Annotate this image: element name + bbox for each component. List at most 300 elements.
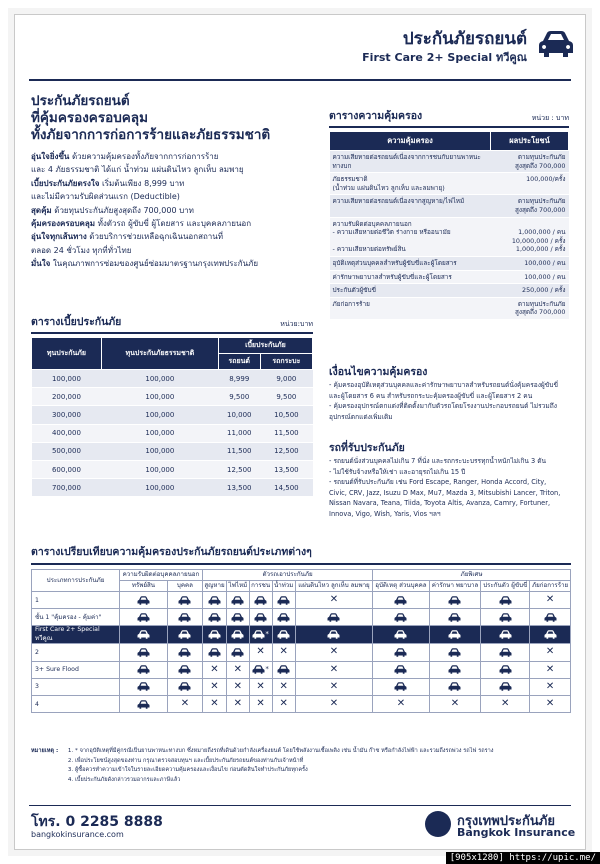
car-icon [231, 649, 244, 656]
table-cell [272, 626, 295, 644]
table-cell [481, 678, 530, 695]
comparison-col-header: ภัยก่อการร้าย [530, 581, 571, 592]
table-cell [202, 644, 226, 661]
table-cell [167, 678, 202, 695]
table-cell [120, 695, 168, 712]
cross-icon: ✕ [279, 680, 288, 692]
table-cell [167, 695, 202, 712]
car-icon [178, 597, 191, 604]
table-cell [227, 661, 250, 678]
table-cell [227, 644, 250, 661]
car-line: - ไม่ใช้รับจ้างหรือให้เช่า และอายุรถไม่เกิน 15 ปี [329, 467, 466, 476]
table-cell [373, 592, 430, 609]
comparison-row-name: 3 [32, 678, 120, 695]
coverage-value: 100,000 / คน [491, 270, 569, 284]
intro-bullet-text: และ 4 ภัยธรรมชาติ ได้แก่ น้ำท่วม แผ่นดินไหว ลูกเห็บ ลมพายุ [31, 165, 244, 175]
table-cell: 11,500 [260, 424, 312, 442]
car-line: Civic, CRV, Jazz, Isuzu D Max, Mu7, Mazda 3, Mitsubishi Lancer, Triton, [329, 488, 561, 497]
table-cell [429, 592, 481, 609]
table-cell: 100,000 [101, 388, 218, 406]
table-cell: 100,000 [101, 479, 218, 497]
coverage-title: ตารางความคุ้มครอง [329, 110, 423, 122]
comparison-col-header: ประเภทการประกันภัย [32, 570, 120, 592]
table-cell [295, 678, 372, 695]
premium-col-header: รถกระบะ [260, 354, 312, 370]
comparison-col-header: น้ำท่วม [272, 581, 295, 592]
premium-col-header: ทุนประกันภัยธรรมชาติ [101, 338, 218, 370]
comparison-col-header: ค่ารักษา พยาบาล [429, 581, 481, 592]
intro-bullet-text: ด้วยความคุ้มครองทั้งภัยจากการก่อการร้าย [69, 152, 219, 161]
table-cell: 100,000 [101, 442, 218, 460]
car-icon [254, 614, 267, 621]
table-cell: 8,999 [218, 370, 260, 388]
table-cell: 300,000 [32, 406, 102, 424]
car-icon [208, 649, 221, 656]
car-icon [499, 632, 512, 639]
intro-bullet-text: ตลอด 24 ชั่วโมง ทุกที่ทั่วไทย [31, 245, 132, 255]
intro-bullet [31, 150, 321, 163]
table-cell [202, 592, 226, 609]
car-icon [137, 684, 150, 691]
table-cell [530, 661, 571, 678]
car-icon [137, 632, 150, 639]
intro-bullet-text: ทั้งตัวรถ ผู้ขับขี่ ผู้โดยสาร และบุคคลภายนอก [95, 219, 252, 229]
cross-icon: ✕ [329, 680, 339, 692]
car-icon [499, 597, 512, 604]
table-cell: 12,500 [218, 460, 260, 478]
table-cell [295, 626, 372, 644]
table-cell [249, 695, 272, 712]
footer [15, 801, 585, 849]
car-icon [499, 667, 512, 674]
condition-line: อุปกรณ์ตกแต่งเพิ่มเติม [329, 412, 393, 421]
premium-table [31, 337, 313, 497]
table-row [32, 388, 313, 406]
table-cell [481, 644, 530, 661]
car-icon [231, 597, 244, 604]
comparison-col-header: บุคคล [167, 581, 202, 592]
table-cell [295, 609, 372, 626]
cross-icon: ✕ [501, 698, 510, 710]
document-page [14, 14, 586, 850]
table-cell [167, 644, 202, 661]
car-icon [499, 684, 512, 691]
comparison-row-name: 1 [32, 592, 120, 609]
table-cell [530, 626, 571, 644]
table-cell: 100,000 [32, 370, 102, 388]
cross-icon: ✕ [396, 698, 406, 710]
table-cell [227, 609, 250, 626]
car-icon [137, 667, 150, 674]
coverage-value: 1,000,000 / คน 10,000,000 / ครั้ง 1,000,000 / ครั้ง [491, 217, 569, 256]
table-cell [272, 609, 295, 626]
table-cell [249, 609, 272, 626]
car-icon [448, 684, 461, 691]
cross-icon: ✕ [545, 680, 555, 692]
table-cell [429, 695, 481, 712]
table-cell [373, 644, 430, 661]
comparison-col-header: แผ่นดินไหว ลูกเห็บ ลมพายุ [295, 581, 372, 592]
intro-bullet-bold: เบี้ยประกันภัยตรงใจ [31, 178, 100, 188]
premium-col-header: เบี้ยประกันภัย [218, 338, 312, 354]
comparison-group-header: ภัยพิเศษ [373, 570, 571, 581]
car-icon [178, 632, 191, 639]
table-cell [202, 626, 226, 644]
car-icon [394, 614, 407, 621]
car-icon [394, 632, 407, 639]
watermark: [905x1280] https://upic.me/ [446, 852, 600, 864]
cross-icon: ✕ [256, 680, 265, 692]
cross-icon: ✕ [545, 663, 555, 675]
cross-icon: ✕ [329, 646, 339, 658]
table-cell: 100,000 [101, 370, 218, 388]
condition-line: - คุ้มครองอุปกรณ์ตกแต่งที่ติดตั้งมากับตัวรถโดยโรงงานประกอบรถยนต์ ไม่รวมถึง [329, 402, 557, 411]
table-row [330, 284, 569, 298]
table-row [330, 173, 569, 195]
table-cell: 100,000 [101, 460, 218, 478]
table-row [32, 406, 313, 424]
car-icon [208, 614, 221, 621]
table-cell: 600,000 [32, 460, 102, 478]
coverage-item: ภัยธรรมชาติ (น้ำท่วม แผ่นดินไหว ลูกเห็บ และลมพายุ) [330, 173, 491, 195]
table-cell: 13,500 [260, 460, 312, 478]
car-icon [394, 597, 407, 604]
table-cell [295, 661, 372, 678]
coverage-item: อุบัติเหตุส่วนบุคคลสำหรับผู้ขับขี่และผู้โดยสาร [330, 256, 491, 270]
table-cell [530, 592, 571, 609]
table-cell [249, 661, 272, 678]
table-row [32, 442, 313, 460]
table-cell [481, 695, 530, 712]
table-row [330, 195, 569, 217]
table-cell: 100,000 [101, 406, 218, 424]
table-cell [429, 609, 481, 626]
intro-bullets [31, 150, 321, 271]
table-cell [481, 592, 530, 609]
table-cell [167, 661, 202, 678]
car-icon [277, 597, 290, 604]
car-icon [137, 701, 150, 708]
table-cell [295, 644, 372, 661]
comparison-row-name: 4 [32, 695, 120, 712]
cross-icon: ✕ [329, 663, 339, 675]
table-cell [530, 609, 571, 626]
footer-divider [29, 805, 571, 806]
table-cell [227, 626, 250, 644]
conditions-section [329, 363, 585, 422]
comparison-col-header: การชน [249, 581, 272, 592]
table-cell [481, 661, 530, 678]
table-cell: 13,500 [218, 479, 260, 497]
intro-bullet [31, 190, 321, 203]
table-cell [249, 626, 272, 644]
comparison-group-header: ตัวรถเอาประกันภัย [202, 570, 372, 581]
comparison-col-header: ประกันตัว ผู้ขับขี่ [481, 581, 530, 592]
table-cell [272, 644, 295, 661]
coverage-item: ความเสียหายต่อรถยนต์เนื่องจากการชนกับยานพาหนะทางบก [330, 151, 491, 173]
coverage-item: ประกันตัวผู้ขับขี่ [330, 284, 491, 298]
coverage-value: 100,000/ครั้ง [491, 173, 569, 195]
car-icon [448, 667, 461, 674]
comparison-section [31, 540, 571, 713]
table-row [32, 592, 571, 609]
cross-icon: ✕ [233, 663, 243, 675]
coverage-table [329, 131, 569, 320]
car-icon [231, 614, 244, 621]
coverage-item: ภัยก่อการร้าย [330, 297, 491, 319]
intro-bullet-text: ในคุณภาพการซ่อมของศูนย์ซ่อมมาตรฐานกรุงเทพประกันภัย [50, 259, 259, 269]
table-cell: 200,000 [32, 388, 102, 406]
premium-col-header: รถยนต์ [218, 354, 260, 370]
intro-bullet [31, 163, 321, 176]
coverage-item: ความเสียหายต่อรถยนต์เนื่องจากสูญหาย/ไฟไหม้ [330, 195, 491, 217]
table-cell: 9,500 [260, 388, 312, 406]
note-item: 1. * จากอุบัติเหตุที่มีคู่กรณีเป็นยานพาหนะทางบก ซึ่งหมายถึงรถที่เดินด้วยกำลังเครื่องยนต์ โดยใช้พลังงานเชื้อเพลิง เช่น น้ำมัน ก๊าซ หรือกำลังไฟฟ้า และรวมถึงรถพ่วง รถไฟ รถราง [75, 747, 571, 757]
cross-icon: ✕ [329, 594, 339, 606]
table-row [330, 256, 569, 270]
condition-line: - คุ้มครองอุบัติเหตุส่วนบุคคลและค่ารักษาพยาบาลสำหรับรถยนต์นั่งคุ้มครองผู้ขับขี่ [329, 381, 558, 389]
asterisk: * [265, 630, 269, 639]
conditions-title: เงื่อนไขความคุ้มครอง [329, 366, 428, 378]
car-icon [499, 649, 512, 656]
table-cell [120, 626, 168, 644]
table-cell: 11,000 [218, 424, 260, 442]
cross-icon: ✕ [210, 680, 219, 692]
car-line: - รถยนต์ที่รับประกันภัย เช่น Ford Escape, Ranger, Honda Accord, City, [329, 478, 547, 487]
table-cell [167, 609, 202, 626]
intro-bullet-bold: อุ่นใจทุกเส้นทาง [31, 232, 87, 242]
table-row [32, 626, 571, 644]
coverage-value: ตามทุนประกันภัย สูงสุดถึง 700,000 [491, 195, 569, 217]
cross-icon: ✕ [450, 698, 460, 710]
table-cell [120, 592, 168, 609]
table-cell [202, 695, 226, 712]
table-cell [530, 695, 571, 712]
coverage-col-header: ความคุ้มครอง [330, 132, 491, 151]
table-cell [120, 644, 168, 661]
car-line: - รถยนต์นั่งส่วนบุคคลไม่เกิน 7 ที่นั่ง และรถกระบะบรรทุกน้ำหนักไม่เกิน 3 ตัน [329, 457, 547, 465]
intro-bullet-text: ด้วยทุนประกันภัยสูงสุดถึง 700,000 บาท [51, 205, 194, 215]
table-row [32, 424, 313, 442]
table-cell [227, 592, 250, 609]
table-row [32, 644, 571, 661]
table-cell [373, 661, 430, 678]
table-cell: 12,500 [260, 442, 312, 460]
table-cell [373, 695, 430, 712]
table-row [330, 297, 569, 319]
table-row [330, 217, 569, 256]
car-icon [327, 614, 340, 621]
cross-icon: ✕ [545, 646, 555, 658]
intro-bullet-bold: มั่นใจ [31, 259, 51, 269]
company-name-th: กรุงเทพประกันภัย [457, 814, 555, 829]
company-name-en: Bangkok Insurance [457, 826, 576, 839]
comparison-col-header: สูญหาย [202, 581, 226, 592]
cross-icon: ✕ [210, 698, 219, 710]
car-icon [499, 614, 512, 621]
car-icon [137, 614, 150, 621]
table-cell [167, 626, 202, 644]
coverage-unit: หน่วย : บาท [531, 114, 569, 122]
table-cell [481, 626, 530, 644]
coverage-section [329, 107, 569, 320]
table-cell [481, 609, 530, 626]
table-cell: 9,500 [218, 388, 260, 406]
asterisk: * [265, 665, 269, 674]
table-cell: 700,000 [32, 479, 102, 497]
table-cell [272, 661, 295, 678]
car-icon [252, 632, 265, 639]
table-cell [272, 695, 295, 712]
intro-bullet-bold: อุ่นใจยิ่งขึ้น [31, 152, 70, 161]
table-row [32, 695, 571, 712]
coverage-value: 100,000 / คน [491, 256, 569, 270]
table-cell [249, 678, 272, 695]
car-icon [544, 632, 557, 639]
car-icon [277, 614, 290, 621]
cross-icon: ✕ [279, 646, 288, 658]
intro-bullet [31, 217, 321, 230]
table-cell: 14,500 [260, 479, 312, 497]
table-cell [295, 695, 372, 712]
notes-section [31, 747, 571, 785]
car-icon [178, 684, 191, 691]
cross-icon: ✕ [545, 594, 555, 606]
note-item: 3. ผู้ซื้อควรทำความเข้าใจในรายละเอียดความคุ้มครองและเงื่อนไข ก่อนตัดสินใจทำประกันภัยทุกครั้ง [75, 766, 571, 776]
table-row [32, 661, 571, 678]
comparison-group-header: ความรับผิดต่อบุคคลภายนอก [120, 570, 203, 581]
table-row [32, 370, 313, 388]
intro-section [31, 93, 321, 271]
intro-bullet [31, 257, 321, 270]
table-cell [120, 678, 168, 695]
table-cell [530, 678, 571, 695]
intro-heading-line: ที่คุ้มครองครอบคลุม [31, 110, 148, 126]
eligible-cars-section [329, 439, 585, 520]
table-cell [227, 695, 250, 712]
premium-col-header: ทุนประกันภัย [32, 338, 102, 370]
header [15, 15, 585, 75]
coverage-item: ความรับผิดต่อบุคคลภายนอก - ความเสียหายต่อชีวิต ร่างกาย หรืออนามัย - ความเสียหายต่อทรัพย์สิน [330, 217, 491, 256]
comparison-col-header: ทรัพย์สิน [120, 581, 168, 592]
table-row [32, 460, 313, 478]
header-divider [29, 79, 571, 81]
table-cell [249, 644, 272, 661]
intro-bullet-text: และไม่มีความรับผิดส่วนแรก (Deductible) [31, 192, 180, 202]
table-cell [202, 609, 226, 626]
car-icon [394, 684, 407, 691]
table-cell [202, 678, 226, 695]
cross-icon: ✕ [256, 646, 265, 658]
intro-bullet-text: ด้วยบริการช่วยเหลือฉุกเฉินนอกสถานที่ [86, 232, 224, 242]
table-cell [120, 661, 168, 678]
cross-icon: ✕ [210, 663, 219, 675]
table-cell [429, 661, 481, 678]
cross-icon: ✕ [329, 698, 339, 710]
intro-bullet-bold: คุ้มครองครอบคลุม [31, 219, 96, 229]
phone-number: โทร. 0 2285 8888 [31, 814, 163, 830]
table-cell: 400,000 [32, 424, 102, 442]
company-logo-icon [425, 811, 451, 837]
table-cell [373, 626, 430, 644]
website-link[interactable]: bangkokinsurance.com [31, 830, 124, 839]
intro-bullet [31, 177, 321, 190]
car-icon [208, 597, 221, 604]
car-icon [254, 597, 267, 604]
car-icon [448, 649, 461, 656]
table-cell [530, 644, 571, 661]
condition-line: และผู้โดยสาร 6 คน สำหรับรถกระบะคุ้มครองผู้ขับขี่ และผู้โดยสาร 2 คน [329, 391, 533, 400]
car-icon [394, 649, 407, 656]
comparison-row-name: 3+ Sure Flood [32, 661, 120, 678]
car-icon [537, 29, 575, 59]
table-cell: 11,500 [218, 442, 260, 460]
premium-section [31, 313, 313, 497]
table-cell [429, 626, 481, 644]
comparison-title: ตารางเปรียบเทียบความคุ้มครองประกันภัยรถยนต์ประเภทต่างๆ [31, 546, 312, 558]
note-item: 4. เบี้ยประกันภัยดังกล่าวรวมอากรและภาษีแล้ว [75, 776, 571, 786]
car-icon [277, 667, 290, 674]
intro-heading-line: ประกันภัยรถยนต์ [31, 93, 130, 109]
eligible-cars-title: รถที่รับประกันภัย [329, 442, 405, 454]
comparison-row-name: 2 [32, 644, 120, 661]
table-cell [227, 678, 250, 695]
premium-title: ตารางเบี้ยประกันภัย [31, 316, 122, 328]
cross-icon: ✕ [256, 698, 265, 710]
comparison-col-header: ไฟไหม้ [227, 581, 250, 592]
car-icon [208, 632, 221, 639]
cross-icon: ✕ [545, 698, 555, 710]
table-cell [202, 661, 226, 678]
car-icon [394, 667, 407, 674]
intro-heading [31, 93, 321, 144]
comparison-table [31, 569, 571, 713]
premium-unit: หน่วย:บาท [280, 320, 313, 328]
car-icon [252, 667, 265, 674]
coverage-value: 250,000 / ครั้ง [491, 284, 569, 298]
coverage-col-header: ผลประโยชน์ [491, 132, 569, 151]
table-cell: 100,000 [101, 424, 218, 442]
car-icon [137, 649, 150, 656]
car-icon [137, 597, 150, 604]
table-cell [272, 592, 295, 609]
table-row [32, 678, 571, 695]
table-cell [120, 609, 168, 626]
intro-heading-line: ทั้งภัยจากการก่อการร้ายและภัยธรรมชาติ [31, 127, 271, 143]
intro-bullet [31, 230, 321, 243]
car-icon [448, 597, 461, 604]
cross-icon: ✕ [279, 698, 288, 710]
table-cell [373, 609, 430, 626]
cross-icon: ✕ [180, 698, 190, 710]
table-cell [249, 592, 272, 609]
car-line: Nissan Navara, Teana, Tiida, Toyota Altis, Avanza, Camry, Fortuner, [329, 499, 551, 508]
page-subtitle: First Care 2+ Special ทวีคูณ [362, 51, 527, 64]
table-row [32, 609, 571, 626]
table-cell: 9,000 [260, 370, 312, 388]
intro-bullet [31, 244, 321, 257]
table-cell [272, 678, 295, 695]
page-title: ประกันภัยรถยนต์ [402, 29, 527, 49]
comparison-row-name: First Care 2+ Special ทวีคูณ [32, 626, 120, 644]
intro-bullet-bold: สุดคุ้ม [31, 205, 52, 215]
cross-icon: ✕ [233, 680, 243, 692]
table-cell: 500,000 [32, 442, 102, 460]
car-icon [448, 614, 461, 621]
comparison-row-name: ชั้น 1 "คุ้มครอง - คุ้มค่า" [32, 609, 120, 626]
comparison-col-header: อุบัติเหตุ ส่วนบุคคล [373, 581, 430, 592]
coverage-item: ค่ารักษาพยาบาลสำหรับผู้ขับขี่และผู้โดยสาร [330, 270, 491, 284]
